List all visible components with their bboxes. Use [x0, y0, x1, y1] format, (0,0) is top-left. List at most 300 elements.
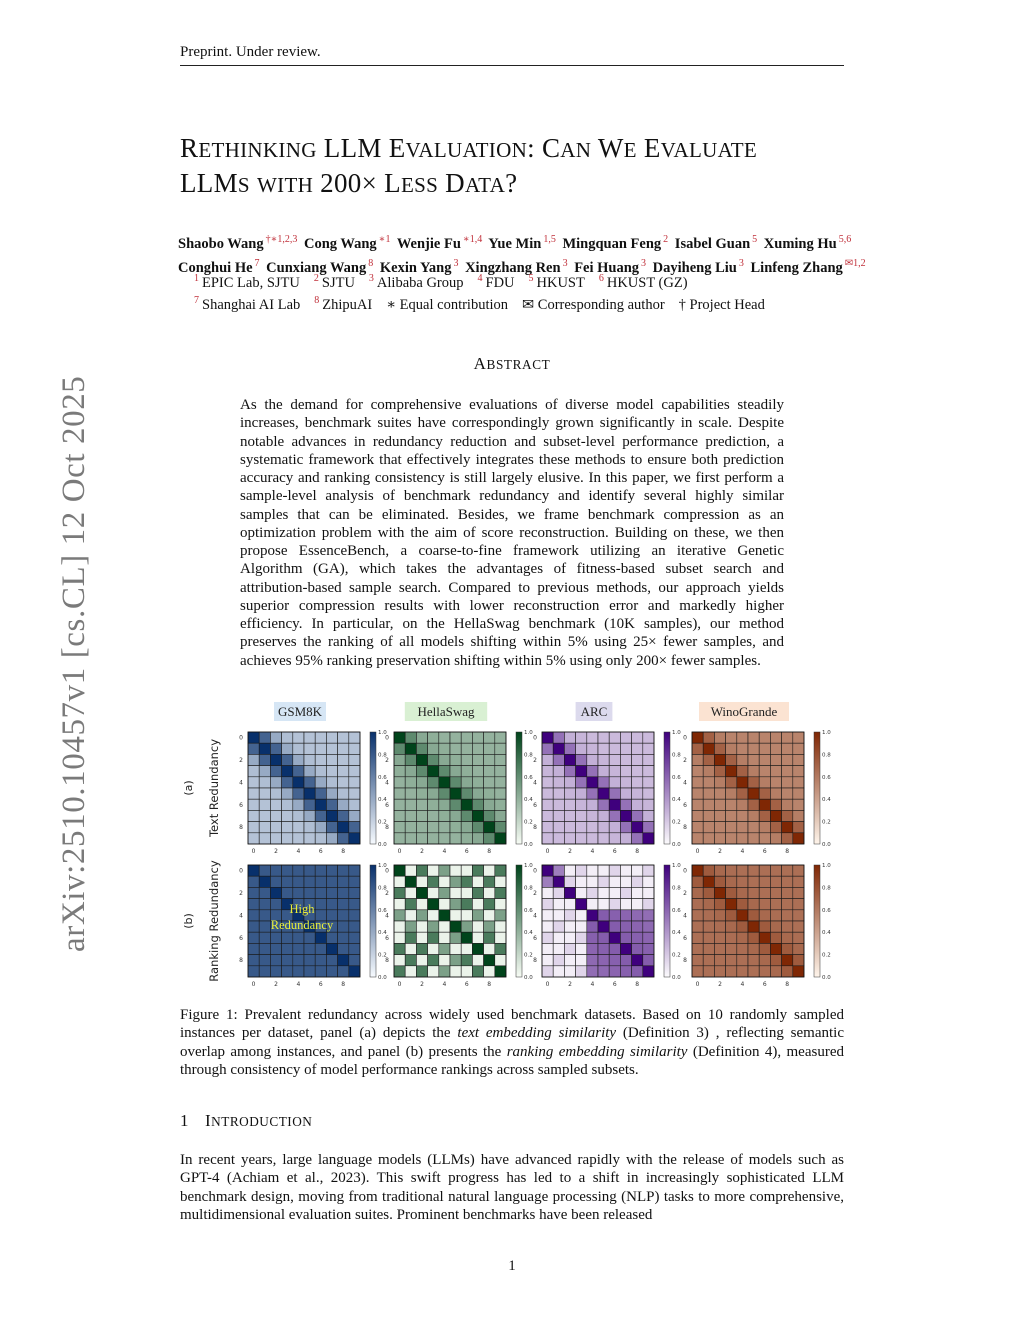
heatmap-cell [472, 943, 483, 954]
annotation-line-1: High [289, 902, 315, 916]
heatmap-cell [643, 799, 654, 810]
heatmap-cell [748, 788, 759, 799]
caption-label: Figure 1: [180, 1007, 238, 1023]
heatmap-cell [598, 743, 609, 754]
heatmap-cell [782, 777, 793, 788]
heatmap-cell [587, 966, 598, 977]
heatmap-cell [542, 810, 553, 821]
colorbar-tick-label: 0.4 [822, 797, 831, 804]
y-tick-label: 2 [683, 757, 687, 764]
affiliation-item: $^7$ Shanghai AI Lab [194, 294, 301, 313]
affiliation-item: $^1$ EPIC Lab, SJTU [194, 273, 300, 291]
colorbar-tick-label: 0.0 [672, 975, 681, 981]
heatmap-cell [304, 777, 315, 788]
x-tick-label: 8 [341, 848, 346, 855]
heatmap-cell [542, 833, 553, 844]
colorbar-tick-label: 0.8 [378, 885, 387, 892]
heatmap-cell [394, 955, 405, 966]
heatmap-cell [553, 955, 564, 966]
heatmap-cell [439, 743, 450, 754]
x-tick-label: 0 [397, 981, 402, 988]
heatmap-cell [472, 766, 483, 777]
heatmap-cell [737, 887, 748, 898]
heatmap-cell [793, 799, 804, 810]
heatmap-cell [632, 943, 643, 954]
heatmap-cell [315, 932, 326, 943]
heatmap-cell [748, 921, 759, 932]
heatmap-cell [737, 810, 748, 821]
colorbar-tick-label: 0.2 [672, 952, 681, 959]
y-tick-label: 6 [683, 801, 687, 809]
heatmap-cell [692, 810, 703, 821]
heatmap-cell [248, 810, 259, 821]
heatmap-cell [609, 899, 620, 910]
heatmap-cell [564, 766, 575, 777]
heatmap-cell [770, 899, 781, 910]
heatmap-cell [793, 810, 804, 821]
heatmap-cell [564, 887, 575, 898]
heatmap-cell [770, 833, 781, 844]
heatmap-cell [609, 887, 620, 898]
colorbar-tick-label: 0.4 [822, 930, 831, 937]
heatmap-cell [576, 788, 587, 799]
heatmap-cell [576, 743, 587, 754]
x-tick-label: 0 [251, 981, 256, 988]
heatmap-cell [692, 899, 703, 910]
heatmap-cell [304, 932, 315, 943]
heatmap-cell [248, 876, 259, 887]
dataset-label: HellaSwag [417, 704, 475, 719]
x-tick-label: 2 [420, 981, 424, 988]
heatmap-cell [461, 732, 472, 743]
heatmap-cell [564, 833, 575, 844]
heatmap-cell [428, 887, 439, 898]
heatmap-cell [714, 833, 725, 844]
heatmap-cell [270, 876, 281, 887]
heatmap-cell [770, 766, 781, 777]
heatmap-cell [495, 865, 506, 876]
heatmap-cell [564, 921, 575, 932]
heatmap-cell [248, 766, 259, 777]
heatmap-cell [542, 822, 553, 833]
heatmap-cell [609, 743, 620, 754]
heatmap-cell [416, 799, 427, 810]
heatmap-cell [564, 943, 575, 954]
colorbar-tick-label: 0.0 [378, 842, 387, 848]
heatmap-cell [598, 777, 609, 788]
heatmap-cell [553, 899, 564, 910]
heatmap-cell [484, 966, 495, 977]
heatmap-cell [576, 910, 587, 921]
y-tick-label: 4 [533, 779, 537, 787]
heatmap-cell [293, 743, 304, 754]
heatmap-cell [692, 943, 703, 954]
heatmap-cell [782, 865, 793, 876]
heatmap-cell [609, 955, 620, 966]
heatmap-cell [748, 876, 759, 887]
y-tick-label: 0 [533, 734, 537, 742]
heatmap-cell [748, 932, 759, 943]
heatmap-cell [495, 876, 506, 887]
heatmap-cell [315, 887, 326, 898]
heatmap-cell [472, 932, 483, 943]
colorbar-tick-label: 0.0 [822, 842, 831, 848]
heatmap-cell [472, 810, 483, 821]
heatmap-cell [248, 966, 259, 977]
heatmap-cell [461, 876, 472, 887]
y-tick-label: 0 [385, 734, 389, 742]
author-affiliation-marks: 1,5 [543, 234, 556, 245]
heatmap-cell [405, 754, 416, 765]
affiliation-item: $^3$ Alibaba Group [368, 273, 464, 291]
heatmap-cell [248, 887, 259, 898]
heatmap-cell [703, 910, 714, 921]
heatmap-cell [259, 887, 270, 898]
heatmap-cell [428, 743, 439, 754]
heatmap-cell [461, 810, 472, 821]
heatmap-cell [643, 822, 654, 833]
heatmap-cell [609, 833, 620, 844]
heatmap-cell [304, 955, 315, 966]
colorbar-tick-label: 1.0 [672, 730, 681, 736]
heatmap-cell [349, 943, 360, 954]
heatmap-cell [748, 777, 759, 788]
colorbar-tick-label: 0.0 [524, 842, 533, 848]
heatmap-cell [564, 732, 575, 743]
heatmap-cell [737, 876, 748, 887]
heatmap-cell [270, 943, 281, 954]
colorbar-tick-label: 0.2 [822, 819, 831, 826]
heatmap-cell [472, 788, 483, 799]
heatmap-cell [793, 966, 804, 977]
heatmap-cell [759, 921, 770, 932]
heatmap-cell [737, 910, 748, 921]
heatmap-cell [542, 799, 553, 810]
heatmap-cell [793, 910, 804, 921]
heatmap-cell [394, 799, 405, 810]
colorbar-tick-label: 1.0 [524, 863, 533, 869]
heatmap-cell [759, 887, 770, 898]
caption-emphasis-1: text embedding similarity [457, 1025, 617, 1042]
heatmap-cell [620, 887, 631, 898]
colorbar [814, 732, 820, 844]
heatmap-cell [609, 876, 620, 887]
heatmap-cell [495, 921, 506, 932]
heatmap-cell [338, 732, 349, 743]
heatmap-cell [405, 943, 416, 954]
heatmap-cell [703, 732, 714, 743]
heatmap-cell [259, 732, 270, 743]
heatmap-cell [576, 887, 587, 898]
heatmap-cell [349, 822, 360, 833]
heatmap-cell [495, 955, 506, 966]
heatmap-cell [338, 833, 349, 844]
heatmap-cell [293, 732, 304, 743]
heatmap-cell [542, 777, 553, 788]
heatmap-cell [461, 887, 472, 898]
heatmap-cell [461, 799, 472, 810]
heatmap-cell [495, 766, 506, 777]
heatmap-cell [248, 899, 259, 910]
heatmap-cell [542, 966, 553, 977]
heatmap-cell [703, 887, 714, 898]
colorbar-tick-label: 0.2 [672, 819, 681, 826]
heatmap-cell [394, 943, 405, 954]
heatmap-cell [576, 732, 587, 743]
heatmap-cell [793, 955, 804, 966]
x-tick-label: 8 [635, 981, 640, 988]
heatmap-cell [714, 799, 725, 810]
heatmap-cell [405, 876, 416, 887]
heatmap-cell [564, 810, 575, 821]
heatmap-cell [542, 743, 553, 754]
heatmap-cell [620, 910, 631, 921]
heatmap-cell [326, 943, 337, 954]
heatmap-cell [609, 799, 620, 810]
heatmap-cell [609, 810, 620, 821]
heatmap-cell [248, 799, 259, 810]
heatmap-cell [770, 865, 781, 876]
title-line-1: RETHINKING LLM EVALUATION: CAN WE EVALUATE [180, 133, 758, 163]
heatmap-cell [293, 777, 304, 788]
heatmap-cell [726, 955, 737, 966]
heatmap-cell [338, 754, 349, 765]
heatmap-cell [576, 799, 587, 810]
heatmap-cell [394, 822, 405, 833]
heatmap-cell [439, 955, 450, 966]
heatmap-cell [692, 754, 703, 765]
heatmap-cell [326, 766, 337, 777]
heatmap-cell [692, 788, 703, 799]
heatmap-cell [484, 865, 495, 876]
heatmap-cell [293, 833, 304, 844]
colorbar-tick-label: 0.4 [524, 930, 533, 937]
heatmap-cell [293, 810, 304, 821]
heatmap-cell [542, 943, 553, 954]
heatmap-cell [759, 955, 770, 966]
heatmap-cell [495, 943, 506, 954]
heatmap-cell [620, 754, 631, 765]
heatmap-cell [770, 955, 781, 966]
heatmap-cell [714, 910, 725, 921]
heatmap-cell [643, 955, 654, 966]
colorbar [370, 865, 376, 977]
heatmap-cell [703, 810, 714, 821]
heatmap-cell [620, 943, 631, 954]
heatmap-cell [737, 822, 748, 833]
annotation-line-2: Redundancy [270, 918, 334, 932]
heatmap-cell [587, 799, 598, 810]
heatmap-cell [598, 955, 609, 966]
affiliation-item: $^4$ FDU [477, 273, 515, 291]
heatmap-cell [304, 865, 315, 876]
heatmap-cell [737, 732, 748, 743]
heatmap-cell [598, 910, 609, 921]
heatmap-cell [692, 777, 703, 788]
heatmap-cell [609, 932, 620, 943]
heatmap-cell [259, 777, 270, 788]
heatmap-cell [748, 910, 759, 921]
heatmap-cell [461, 833, 472, 844]
heatmap-cell [782, 788, 793, 799]
heatmap-cell [270, 788, 281, 799]
colorbar-tick-label: 0.8 [672, 752, 681, 759]
heatmap-cell [304, 732, 315, 743]
heatmap-cell [587, 766, 598, 777]
heatmap-cell [759, 743, 770, 754]
heatmap-cell [394, 932, 405, 943]
running-header: Preprint. Under review. [180, 44, 321, 60]
heatmap-cell [405, 777, 416, 788]
heatmap-cell [553, 766, 564, 777]
colorbar [814, 865, 820, 977]
y-tick-label: 6 [683, 934, 687, 942]
colorbar-tick-label: 0.6 [822, 774, 831, 781]
y-tick-label: 6 [239, 801, 243, 809]
x-tick-label: 8 [635, 848, 640, 855]
heatmap-cell [394, 876, 405, 887]
heatmap-cell [349, 876, 360, 887]
heatmap-cell [620, 810, 631, 821]
section-heading-introduction [180, 1111, 312, 1131]
author-affiliation-marks: ∗1 [378, 234, 391, 245]
heatmap-cell [394, 810, 405, 821]
y-tick-label: 2 [533, 757, 537, 764]
y-tick-label: 2 [239, 890, 243, 897]
y-tick-label: 2 [533, 890, 537, 897]
heatmap-cell [326, 932, 337, 943]
row-label: Text Redundancy [207, 738, 221, 838]
colorbar-tick-label: 1.0 [822, 863, 831, 869]
heatmap-cell [349, 743, 360, 754]
heatmap-cell [405, 865, 416, 876]
y-tick-label: 8 [533, 957, 537, 965]
heatmap-cell [587, 899, 598, 910]
heatmap-cell [405, 833, 416, 844]
heatmap-cell [293, 966, 304, 977]
heatmap-cell [248, 910, 259, 921]
author-name: Yue Min [488, 235, 542, 252]
colorbar-tick-label: 0.2 [822, 952, 831, 959]
colorbar-tick-label: 0.2 [378, 819, 387, 826]
heatmap-cell [748, 899, 759, 910]
colorbar-tick-label: 0.6 [524, 907, 533, 914]
heatmap-cell [759, 966, 770, 977]
heatmap-cell [782, 743, 793, 754]
heatmap-cell [782, 833, 793, 844]
heatmap-cell [282, 777, 293, 788]
heatmap-cell [726, 887, 737, 898]
heatmap-cell [748, 754, 759, 765]
heatmap-cell [270, 799, 281, 810]
header-rule [180, 65, 844, 66]
heatmap-cell [726, 754, 737, 765]
heatmap-cell [450, 876, 461, 887]
heatmap-cell [587, 810, 598, 821]
heatmap-cell [598, 932, 609, 943]
heatmap-cell [793, 777, 804, 788]
heatmap-cell [564, 754, 575, 765]
heatmap-cell [770, 754, 781, 765]
heatmap-cell [703, 822, 714, 833]
heatmap-cell [609, 943, 620, 954]
heatmap-cell [782, 822, 793, 833]
heatmap-cell [643, 777, 654, 788]
heatmap-cell [461, 777, 472, 788]
heatmap-cell [793, 822, 804, 833]
colorbar-tick-label: 0.8 [672, 885, 681, 892]
heatmap-cell [439, 810, 450, 821]
heatmap-cell [759, 810, 770, 821]
heatmap-cell [714, 943, 725, 954]
heatmap-cell [248, 754, 259, 765]
heatmap-cell [576, 955, 587, 966]
y-tick-label: 2 [385, 757, 389, 764]
heatmap-cell [553, 943, 564, 954]
x-tick-label: 4 [590, 848, 595, 855]
x-tick-label: 2 [568, 981, 572, 988]
heatmap-cell [282, 876, 293, 887]
heatmap-cell [576, 932, 587, 943]
heatmap-cell [349, 865, 360, 876]
heatmap-cell [405, 732, 416, 743]
heatmap-cell [349, 754, 360, 765]
heatmap-cell [293, 955, 304, 966]
heatmap-cell [484, 887, 495, 898]
heatmap-cell [484, 788, 495, 799]
heatmap-cell [405, 743, 416, 754]
heatmap-cell [416, 932, 427, 943]
y-tick-label: 2 [683, 890, 687, 897]
heatmap-cell [428, 732, 439, 743]
figure-1-heatmaps [176, 698, 856, 998]
heatmap-cell [416, 955, 427, 966]
heatmap-cell [259, 754, 270, 765]
heatmap-cell [782, 921, 793, 932]
heatmap-cell [293, 865, 304, 876]
heatmap-cell [450, 833, 461, 844]
y-tick-label: 0 [533, 867, 537, 875]
affiliation-item: ✉ Corresponding author [522, 296, 665, 313]
heatmap-cell [587, 833, 598, 844]
heatmap-cell [349, 921, 360, 932]
heatmap-cell [270, 732, 281, 743]
x-tick-label: 0 [251, 848, 256, 855]
heatmap-cell [259, 876, 270, 887]
heatmap-cell [692, 799, 703, 810]
heatmap-cell [495, 932, 506, 943]
heatmap-cell [632, 777, 643, 788]
heatmap-cell [714, 822, 725, 833]
heatmap-cell [643, 943, 654, 954]
heatmap-cell [428, 921, 439, 932]
heatmap-cell [450, 799, 461, 810]
heatmap-cell [737, 799, 748, 810]
heatmap-cell [304, 943, 315, 954]
heatmap-cell [632, 921, 643, 932]
heatmap-cell [315, 810, 326, 821]
author-affiliation-marks: 3 [738, 257, 744, 269]
author-affiliation-marks: 7 [254, 257, 260, 269]
heatmap-cell [770, 876, 781, 887]
y-tick-label: 8 [239, 824, 243, 832]
heatmap-cell [439, 732, 450, 743]
heatmap-cell [587, 955, 598, 966]
y-tick-label: 4 [683, 779, 687, 787]
heatmap-cell [598, 966, 609, 977]
y-tick-label: 2 [385, 890, 389, 897]
heatmap-cell [304, 743, 315, 754]
